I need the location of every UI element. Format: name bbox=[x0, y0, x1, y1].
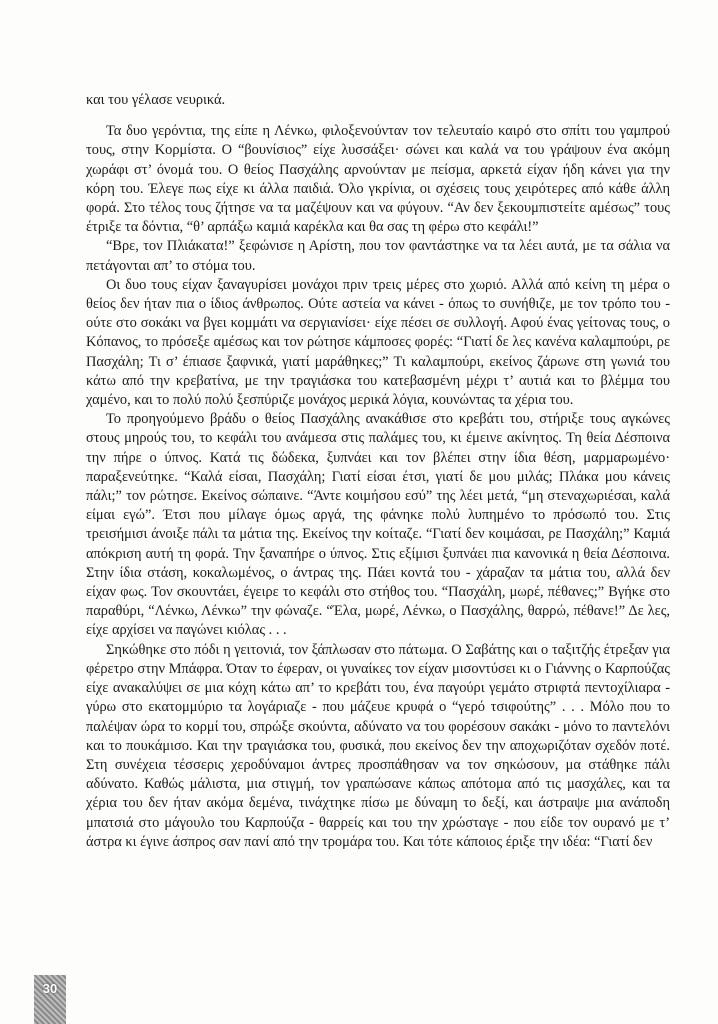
paragraph-spacer bbox=[86, 110, 670, 122]
paragraph: Οι δυο τους είχαν ξαναγυρίσει μονάχοι πριν τρεις μέρες στο χωριό. Αλλά από κείνη τη μέρα ο θείος δεν ήταν πια ο ίδιος άνθρωπος. Ούτε αστεία να κάνει - όπως το συνήθιζε, με τον τρόπο του - ούτε στο σοκάκι να βγει κομμάτι να σεργιανίσει· είχε πέσει σε συλλογή. Αφού ένας γείτονας τους, ο Κόπανος, το πρόσεξε αμέσως και τον ρώτησε κάμποσες φορές: “Γιατί δε λες κανένα καλαμπούρι, ρε Πασχάλη; Τι σ’ έπιασε ξαφνικά, γιατί μαράθηκες;” Τι καλαμπούρι, εκείνος ζάρωνε στη γωνιά του κάτω από την κρεβατίνα, με την τραγιάσκα του κατεβασμένη μέχρι τ’ αυτιά και το βλέμμα του χαμένο, και το πολύ πολύ ξεσπύριζε μονάχος μερικά λόγια, κουνώντας τα χέρια του. bbox=[86, 276, 670, 409]
page-number: 30 bbox=[42, 981, 58, 996]
paragraph: Το προηγούμενο βράδυ ο θείος Πασχάλης ανακάθισε στο κρεβάτι του, στήριξε τους αγκώνες στους μηρούς του, το κεφάλι του ανάμεσα στις παλάμες του, κι έμεινε ακίνητος. Τη θεία Δέσποινα την πήρε ο ύπνος. Κατά τις δώδεκα, ξυπνάει και τον βλέπει στην ίδια θέση, μαρμαρωμένο· παραξενεύτηκε. “Καλά είσαι, Πασχάλη; Γιατί είσαι έτσι, γιατί δε μου μιλάς; Πλάκα μου κάνεις πάλι;” τον ρώτησε. Εκείνος σώπαινε. “Άντε κοιμήσου εσύ” της λέει μετά, “μη στεναχωριέσαι, καλά είμαι εγώ”. Έτσι που μίλαγε όμως αργά, της φάνηκε πολύ λυπημένο το πρόσωπό του. Στις τρεισήμισι άνοιξε πάλι τα μάτια της. Εκείνος την κοίταζε. “Γιατί δεν κοιμάσαι, ρε Πασχάλη;” Καμιά απόκριση αυτή τη φορά. Την ξαναπήρε ο ύπνος. Στις εξίμισι ξυπνάει πια κανονικά η θεία Δέσποινα. Στην ίδια στάση, κοκαλωμένος, ο άντρας της. Πάει κοντά του - χάραζαν τα μάτια του, αλλά δεν είχαν φως. Τον σκουντάει, έγειρε το κεφάλι στο στήθος του. “Πασχάλη, μωρέ, πέθανες;” Βγήκε στο παραθύρι, “Λένκω, Λένκω” την φώναζε. “Έλα, μωρέ, Λένκω, ο Πασχάλης, θαρρώ, πέθανε!” Δε λες, είχε αρχίσει να παγώνει κιόλας . . . bbox=[86, 411, 670, 639]
paragraph: “Βρε, τον Πλιάκατα!” ξεφώνισε η Αρίστη, που τον φαντάστηκε να τα λέει αυτά, με τα σάλια να πετάγονται απ’ το στόμα του. bbox=[86, 238, 670, 274]
page-number-tab bbox=[34, 975, 66, 1024]
paragraph: Τα δυο γερόντια, της είπε η Λένκω, φιλοξενούνταν τον τελευταίο καιρό στο σπίτι του γαμπρού τους, στην Κορμίστα. Ο “βουνίσιος” είχε λυσσάξει· σώνει και καλά να του γράψουν ένα ακόμη χωράφι στ’ όνομά του. Ο θείος Πασχάλης αρνούνταν με πείσμα, αρκετά είχαν ήδη κάνει για την κόρη του. Έλεγε πως είχε κι άλλα παιδιά. Όλο γκρίνια, οι σχέσεις τους χειρότερες από κάθε άλλη φορά. Στο τέλος τους ζήτησε να τα μαζέψουν και να φύγουν. “Αν δεν ξεκουμπιστείτε αμέσως” τους έτριξε τα δόντια, “θ’ αρπάξω καμιά καρέκλα και θα σας τη φέρω στο κεφάλι!” bbox=[86, 123, 670, 236]
paragraph: Σηκώθηκε στο πόδι η γειτονιά, τον ξάπλωσαν στο πάτωμα. Ο Σαβάτης και ο ταξιτζής έτρεξαν για φέρετρο στην Μπάφρα. Όταν το έφεραν, οι γυναίκες τον είχαν μισοντύσει κι ο Γιάννης ο Καρπούζας είχε ανακαλύψει σε μια κόχη κάτω απ’ το κρεβάτι του, ένα παγούρι γεμάτο στριφτά πεντοχίλιαρα - γύρω στο εκατομμύριο τα λογάριαζε - που μάζευε κρυφά ο “γερό τσιφούτης” . . . Μόλο που το παλέψαν ώρα το κορμί του, σπρώξε σκούντα, αδύνατο να του φορέσουν σακάκι - μόνο το παντελόνι και το πουκάμισο. Και την τραγιάσκα του, φυσικά, που εκείνος δεν την αποχωριζόταν σχεδόν ποτέ. Στη συνέχεια τέσσερις χεροδύναμοι άντρες προσπάθησαν να τον σηκώσουν, μα στάθηκε πάλι αδύνατο. Καθώς μάλιστα, μια στιγμή, τον γραπώσανε κάπως απότομα από τις μασχάλες, και τα χέρια του δεν ήταν ακόμα δεμένα, τινάχτηκε πίσω με δύναμη το δεξί, και άστραψε μια ανάποδη μπατσιά στο μάγουλο του Καρπούζα - θαρρείς και του την χρώσταγε - που είδε τον ουρανό με τ’ άστρα κι έγινε άσπρος σαν πανί από την τρομάρα του. Και τότε κάποιος έριξε την ιδέα: “Γιατί δεν bbox=[86, 641, 670, 850]
paragraph-continuation: και του γέλασε νευρικά. bbox=[86, 92, 226, 108]
body-text bbox=[86, 91, 670, 852]
